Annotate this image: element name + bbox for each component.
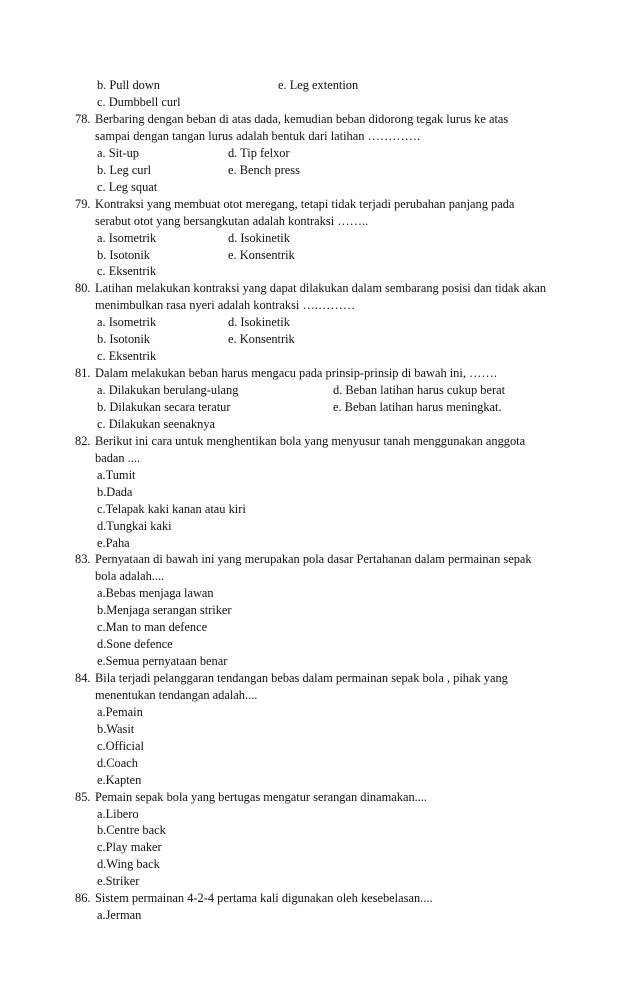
question-83-text: bola adalah.... xyxy=(95,569,165,583)
question-83-option: b.Menjaga serangan striker xyxy=(97,603,232,617)
question-84-option: e.Kapten xyxy=(97,773,142,787)
question-80-option: e. Konsentrik xyxy=(228,332,295,346)
question-83-option: d.Sone defence xyxy=(97,637,173,651)
question-84-option: d.Coach xyxy=(97,756,138,770)
question-78-option: d. Tip felxor xyxy=(228,146,290,160)
question-83-option: a.Bebas menjaga lawan xyxy=(97,586,214,600)
question-78-option: a. Sit-up xyxy=(97,146,139,160)
question-81-option: d. Beban latihan harus cukup berat xyxy=(333,383,506,397)
question-81-option: a. Dilakukan berulang-ulang xyxy=(97,383,239,397)
question-81-option: c. Dilakukan seenaknya xyxy=(97,417,216,431)
question-80-option: d. Isokinetik xyxy=(228,315,290,329)
question-82-option: a.Tumit xyxy=(97,468,136,482)
option-c-dumbbell-curl: c. Dumbbell curl xyxy=(97,95,181,109)
question-number-79: 79. xyxy=(75,197,91,211)
question-78-option: b. Leg curl xyxy=(97,163,152,177)
question-85-text: Pemain sepak bola yang bertugas mengatur serangan dinamakan.... xyxy=(95,790,428,804)
question-81-option: e. Beban latihan harus meningkat. xyxy=(333,400,502,414)
question-79-text: serabut otot yang bersangkutan adalah kontraksi …….. xyxy=(95,214,369,228)
question-80-option: c. Eksentrik xyxy=(97,349,157,363)
question-number-81: 81. xyxy=(75,366,91,380)
question-84-text: menentukan tendangan adalah.... xyxy=(95,688,258,702)
question-85-option: d.Wing back xyxy=(97,857,160,871)
question-79-option: d. Isokinetik xyxy=(228,231,290,245)
question-86-text: Sistem permainan 4-2-4 pertama kali digunakan oleh kesebelasan.... xyxy=(95,891,433,905)
question-79-text: Kontraksi yang membuat otot meregang, tetapi tidak terjadi perubahan panjang pada xyxy=(95,197,515,211)
option-e-leg-extention: e. Leg extention xyxy=(278,78,359,92)
question-82-text: badan .... xyxy=(95,451,141,465)
question-82-option: d.Tungkai kaki xyxy=(97,519,172,533)
question-number-83: 83. xyxy=(75,552,91,566)
question-80-text: Latihan melakukan kontraksi yang dapat dilakukan dalam sembarang posisi dan tidak akan xyxy=(95,281,547,295)
question-number-82: 82. xyxy=(75,434,91,448)
question-82-option: c.Telapak kaki kanan atau kiri xyxy=(97,502,246,516)
question-84-option: c.Official xyxy=(97,739,144,753)
question-81-option: b. Dilakukan secara teratur xyxy=(97,400,231,414)
question-80-option: a. Isometrik xyxy=(97,315,157,329)
question-number-86: 86. xyxy=(75,891,91,905)
question-80-text: menimbulkan rasa nyeri adalah kontraksi ….……… xyxy=(95,298,356,312)
question-83-text: Pernyataan di bawah ini yang merupakan pola dasar Pertahanan dalam permainan sepak xyxy=(95,552,532,566)
question-81-text: Dalam melakukan beban harus mengacu pada prinsip-prinsip di bawah ini, ……. xyxy=(95,366,497,380)
question-84-text: Bila terjadi pelanggaran tendangan bebas dalam permainan sepak bola , pihak yang xyxy=(95,671,508,685)
question-number-85: 85. xyxy=(75,790,91,804)
question-79-option: e. Konsentrik xyxy=(228,248,295,262)
question-84-option: b.Wasit xyxy=(97,722,135,736)
question-number-78: 78. xyxy=(75,112,91,126)
question-78-text: sampai dengan tangan lurus adalah bentuk dari latihan …………. xyxy=(95,129,421,143)
question-79-option: c. Eksentrik xyxy=(97,264,157,278)
question-number-84: 84. xyxy=(75,671,91,685)
question-85-option: a.Libero xyxy=(97,807,139,821)
question-83-option: c.Man to man defence xyxy=(97,620,208,634)
question-78-option: e. Bench press xyxy=(228,163,300,177)
question-79-option: b. Isotonik xyxy=(97,248,151,262)
question-85-option: c.Play maker xyxy=(97,840,162,854)
question-84-option: a.Pemain xyxy=(97,705,143,719)
question-85-option: e.Striker xyxy=(97,874,140,888)
question-86-option: a.Jerman xyxy=(97,908,142,922)
question-number-80: 80. xyxy=(75,281,91,295)
question-80-option: b. Isotonik xyxy=(97,332,151,346)
question-82-option: e.Paha xyxy=(97,536,130,550)
question-79-option: a. Isometrik xyxy=(97,231,157,245)
question-78-text: Berbaring dengan beban di atas dada, kemudian beban didorong tegak lurus ke atas xyxy=(95,112,509,126)
question-83-option: e.Semua pernyataan benar xyxy=(97,654,228,668)
question-82-option: b.Dada xyxy=(97,485,133,499)
question-78-option: c. Leg squat xyxy=(97,180,158,194)
option-b-pull-down: b. Pull down xyxy=(97,78,160,92)
question-82-text: Berikut ini cara untuk menghentikan bola yang menyusur tanah menggunakan anggota xyxy=(95,434,526,448)
question-85-option: b.Centre back xyxy=(97,823,166,837)
